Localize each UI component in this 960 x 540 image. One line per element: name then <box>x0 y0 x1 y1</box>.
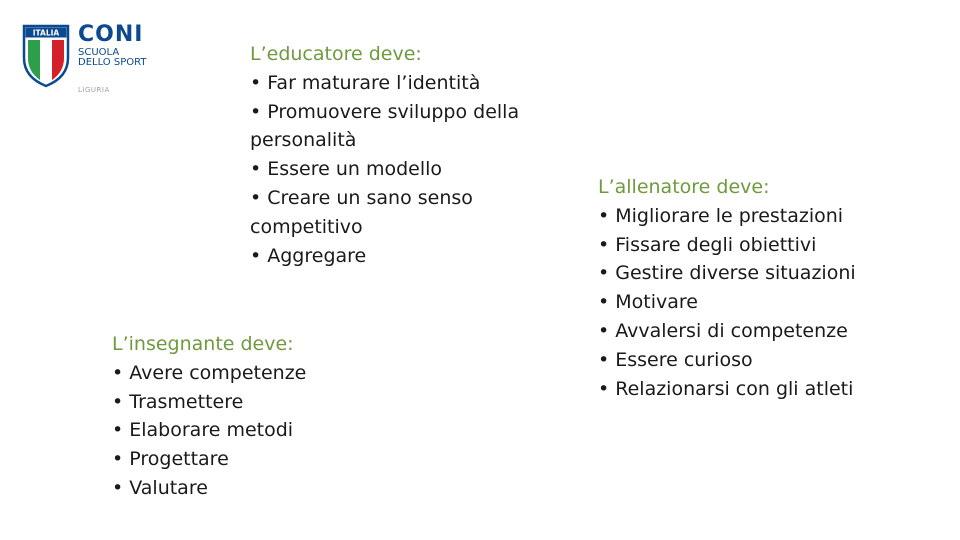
brand-subtitle <box>78 48 146 68</box>
list-item: • Avere competenze <box>112 359 412 388</box>
insegnante-block <box>112 330 412 503</box>
list-item: • Avvalersi di competenze <box>598 317 898 346</box>
brand-subtitle-line-1: SCUOLA <box>78 47 120 58</box>
list-item: • Migliorare le prestazioni <box>598 202 898 231</box>
italia-shield-icon <box>22 24 70 88</box>
shield-text: ITALIA <box>32 28 60 38</box>
educatore-block <box>250 40 540 270</box>
list-item: • Essere curioso <box>598 346 898 375</box>
list-item: • Relazionarsi con gli atleti <box>598 375 898 404</box>
list-item: • Essere un modello <box>250 155 540 184</box>
list-item: • Promuovere sviluppo della personalità <box>250 98 540 156</box>
brand-region: LIGURIA <box>78 86 110 94</box>
list-item: • Progettare <box>112 445 412 474</box>
allenatore-block <box>598 173 898 403</box>
list-item: • Gestire diverse situazioni <box>598 259 898 288</box>
insegnante-list <box>112 359 412 503</box>
brand-name: CONI <box>78 22 144 47</box>
brand-subtitle-line-2: DELLO SPORT <box>78 57 147 68</box>
coni-logo <box>22 24 162 100</box>
list-item: • Fissare degli obiettivi <box>598 231 898 260</box>
list-item: • Valutare <box>112 474 412 503</box>
allenatore-heading: L’allenatore deve: <box>598 176 770 198</box>
list-item: • Trasmettere <box>112 388 412 417</box>
list-item: • Aggregare <box>250 242 540 271</box>
educatore-list <box>250 69 540 271</box>
list-item: • Far maturare l’identità <box>250 69 540 98</box>
list-item: • Elaborare metodi <box>112 416 412 445</box>
list-item: • Motivare <box>598 288 898 317</box>
allenatore-list <box>598 202 898 404</box>
list-item: • Creare un sano senso competitivo <box>250 184 540 242</box>
insegnante-heading: L’insegnante deve: <box>112 333 294 355</box>
educatore-heading: L’educatore deve: <box>250 43 422 65</box>
